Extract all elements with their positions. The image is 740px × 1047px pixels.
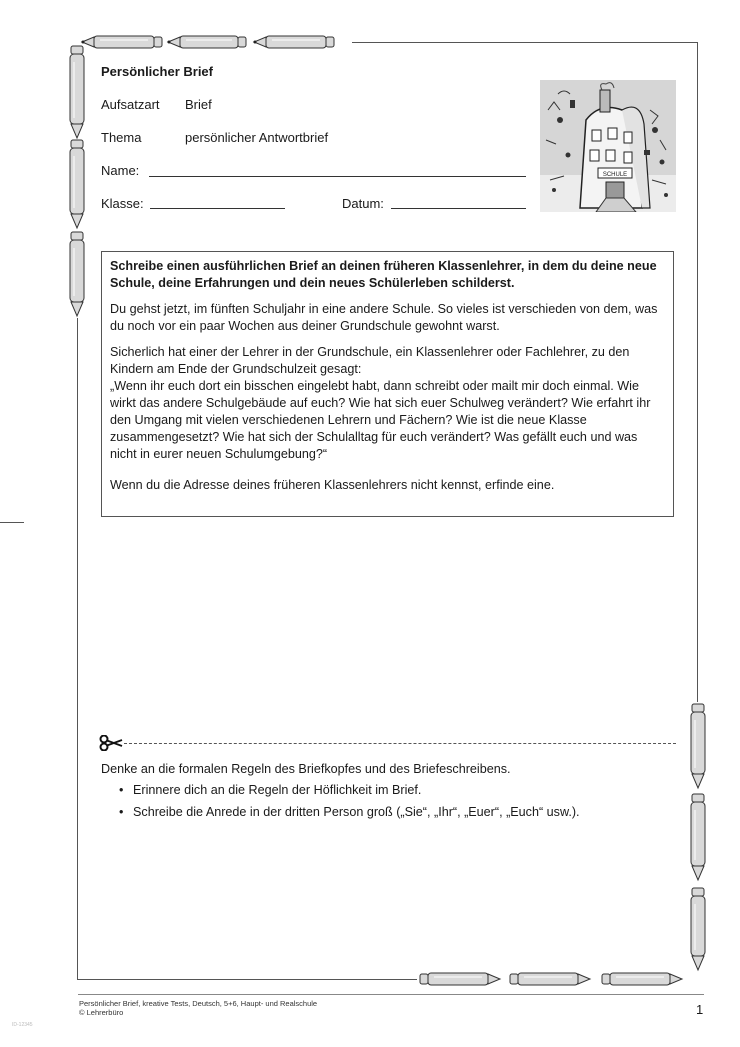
name-label: Name: <box>101 163 140 178</box>
pencil-border-bottom-icon <box>416 969 701 989</box>
thema-value: persönlicher Antwortbrief <box>185 130 329 145</box>
frame-bottom-line <box>77 979 417 980</box>
task-paragraph-3: Wenn du die Adresse deines früheren Klassenlehrers nicht kennst, erfinde eine. <box>110 478 555 492</box>
footer-line-2: © Lehrerbüro <box>79 1008 124 1017</box>
task-box <box>101 251 674 517</box>
footer-text <box>79 999 317 1017</box>
scissors-icon <box>99 735 123 751</box>
fold-mark <box>0 522 24 523</box>
frame-right-line <box>697 42 698 702</box>
datum-field[interactable] <box>391 208 526 209</box>
pencil-border-top-icon <box>76 32 356 52</box>
aufsatzart-value: Brief <box>185 97 212 112</box>
cut-line <box>124 743 676 744</box>
name-field[interactable] <box>149 176 526 177</box>
task-paragraph-2-quote: „Wenn ihr euch dort ein bisschen eingelebt habt, dann schreibt oder mailt mir doch einmal. Wie wirkt das andere Schulgebäude auf euch? Wie hat sich euer Schulweg verändert? Wie erfahrt ihr den Umgang mit vielen verschiedenen Lehrern und Fächern? Wie ist die neue Klasse zusammengesetzt? Wie hat sich der Schulalltag für euch verändert? Was gefällt euch und was nicht in eurer neuen Schulumgebung?“ <box>110 379 651 461</box>
aufsatzart-label: Aufsatzart <box>101 97 160 112</box>
school-sign-text: SCHULE <box>602 172 628 178</box>
task-paragraph-2-intro: Sicherlich hat einer der Lehrer in der Grundschule, ein Klassenlehrer oder Fachlehrer, zu den Kindern am Ende der Grundschulzeit gesagt: <box>110 345 630 376</box>
document-code: ID-12345 <box>12 1022 33 1028</box>
hints-list <box>119 781 681 822</box>
datum-label: Datum: <box>342 196 384 211</box>
school-illustration <box>540 80 676 212</box>
footer-line-1: Persönlicher Brief, kreative Tests, Deutsch, 5+6, Haupt- und Realschule <box>79 999 318 1008</box>
pencil-border-left-icon <box>66 42 88 322</box>
hint-item: • Schreibe die Anrede in der dritten Person groß („Sie“, „Ihr“, „Euer“, „Euch“ usw.). <box>119 803 681 822</box>
task-heading: Schreibe einen ausführlichen Brief an deinen früheren Klassenlehrer, in dem du deine neue Schule, deine Erfahrungen und dein neues Schülerleben schilderst. <box>110 259 657 290</box>
page-title: Persönlicher Brief <box>101 64 213 79</box>
hints-section <box>101 760 681 825</box>
thema-label: Thema <box>101 130 142 145</box>
klasse-label: Klasse: <box>101 196 144 211</box>
hints-intro: Denke an die formalen Regeln des Briefkopfes und des Briefeschreibens. <box>101 762 511 776</box>
frame-left-line <box>77 318 78 980</box>
frame-top-line <box>352 42 697 43</box>
klasse-field[interactable] <box>150 208 285 209</box>
hint-item: • Erinnere dich an die Regeln der Höflichkeit im Brief. <box>119 781 681 800</box>
footer-divider <box>78 994 704 995</box>
task-paragraph-1: Du gehst jetzt, im fünften Schuljahr in eine andere Schule. So vieles ist verschieden von dem, was du noch vor ein paar Wochen aus deiner Grundschule gewohnt warst. <box>110 302 658 333</box>
page-number: 1 <box>696 1002 704 1017</box>
pencil-border-right-icon <box>687 700 709 980</box>
